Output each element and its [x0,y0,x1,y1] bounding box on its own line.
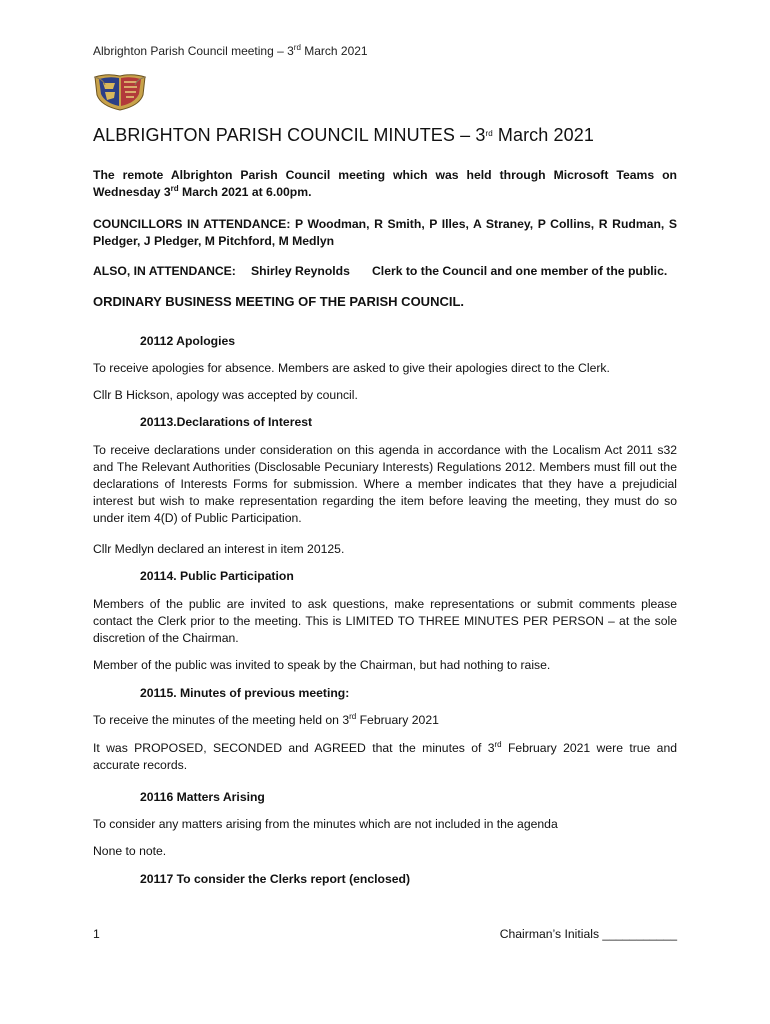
page-number: 1 [93,927,100,941]
chairman-initials: Chairman’s Initials ___________ [499,927,677,941]
councillors-attendance: COUNCILLORS IN ATTENDANCE: P Woodman, R Smith, P Illes, A Straney, P Collins, R Rudman, S Pledger, J Pledger, M Pitchford, M Medlyn [93,217,677,248]
apologies-note: Cllr B Hickson, apology was accepted by council. [93,388,358,402]
intro-paragraph: The remote Albrighton Parish Council meeting which was held through Microsoft Teams on Wednesday 3rd March 2021 at 6.00pm. [93,168,677,199]
clerk-role: Clerk to the Council and one member of the public. [372,264,668,278]
matters-arising-heading: 20116 Matters Arising [140,790,265,804]
public-participation-note: Member of the public was invited to speak by the Chairman, but had nothing to raise. [93,658,551,672]
document-title: ALBRIGHTON PARISH COUNCIL MINUTES – 3rd March 2021 [93,125,594,145]
also-attendance-label: ALSO, IN ATTENDANCE: [93,264,236,278]
matters-arising-note: None to note. [93,844,167,858]
public-participation-heading: 20114. Public Participation [140,569,294,583]
apologies-heading: 20112 Apologies [140,334,236,348]
clerk-name: Shirley Reynolds [251,264,350,278]
declarations-text: To receive declarations under consideration on this agenda in accordance with the Localism Act 2011 s32 and The Relevant Authorities (Disclosable Pecuniary Interests) Regulations 2012. Members must fill out the declarations of Interests Forms for submission. Where a member indicates that they have a prejudicial interest but wish to make representation regarding the item before leaving the meeting, they must do so under item 4(D) of Public Participation. [93,443,677,525]
public-participation-text: Members of the public are invited to ask questions, make representations or submit comments please contact the Clerk prior to the meeting. This is LIMITED TO THREE MINUTES PER PERSON – at the sole discretion of the Chairman. [93,597,677,645]
council-crest-logo [93,73,147,111]
clerks-report-heading: 20117 To consider the Clerks report (enclosed) [140,872,411,886]
ordinary-business-heading: ORDINARY BUSINESS MEETING OF THE PARISH COUNCIL. [93,294,465,309]
running-header: Albrighton Parish Council meeting – 3rd March 2021 [93,43,368,58]
minutes-resolution: It was PROPOSED, SECONDED and AGREED that the minutes of 3rd February 2021 were true and accurate records. [93,740,677,772]
matters-arising-text: To consider any matters arising from the minutes which are not included in the agenda [93,817,558,831]
declarations-note: Cllr Medlyn declared an interest in item 20125. [93,542,345,556]
minutes-text: To receive the minutes of the meeting held on 3rd February 2021 [93,712,439,727]
apologies-text: To receive apologies for absence. Members are asked to give their apologies direct to the Clerk. [93,361,610,375]
minutes-heading: 20115. Minutes of previous meeting: [140,686,350,700]
declarations-heading: 20113.Declarations of Interest [140,415,313,429]
